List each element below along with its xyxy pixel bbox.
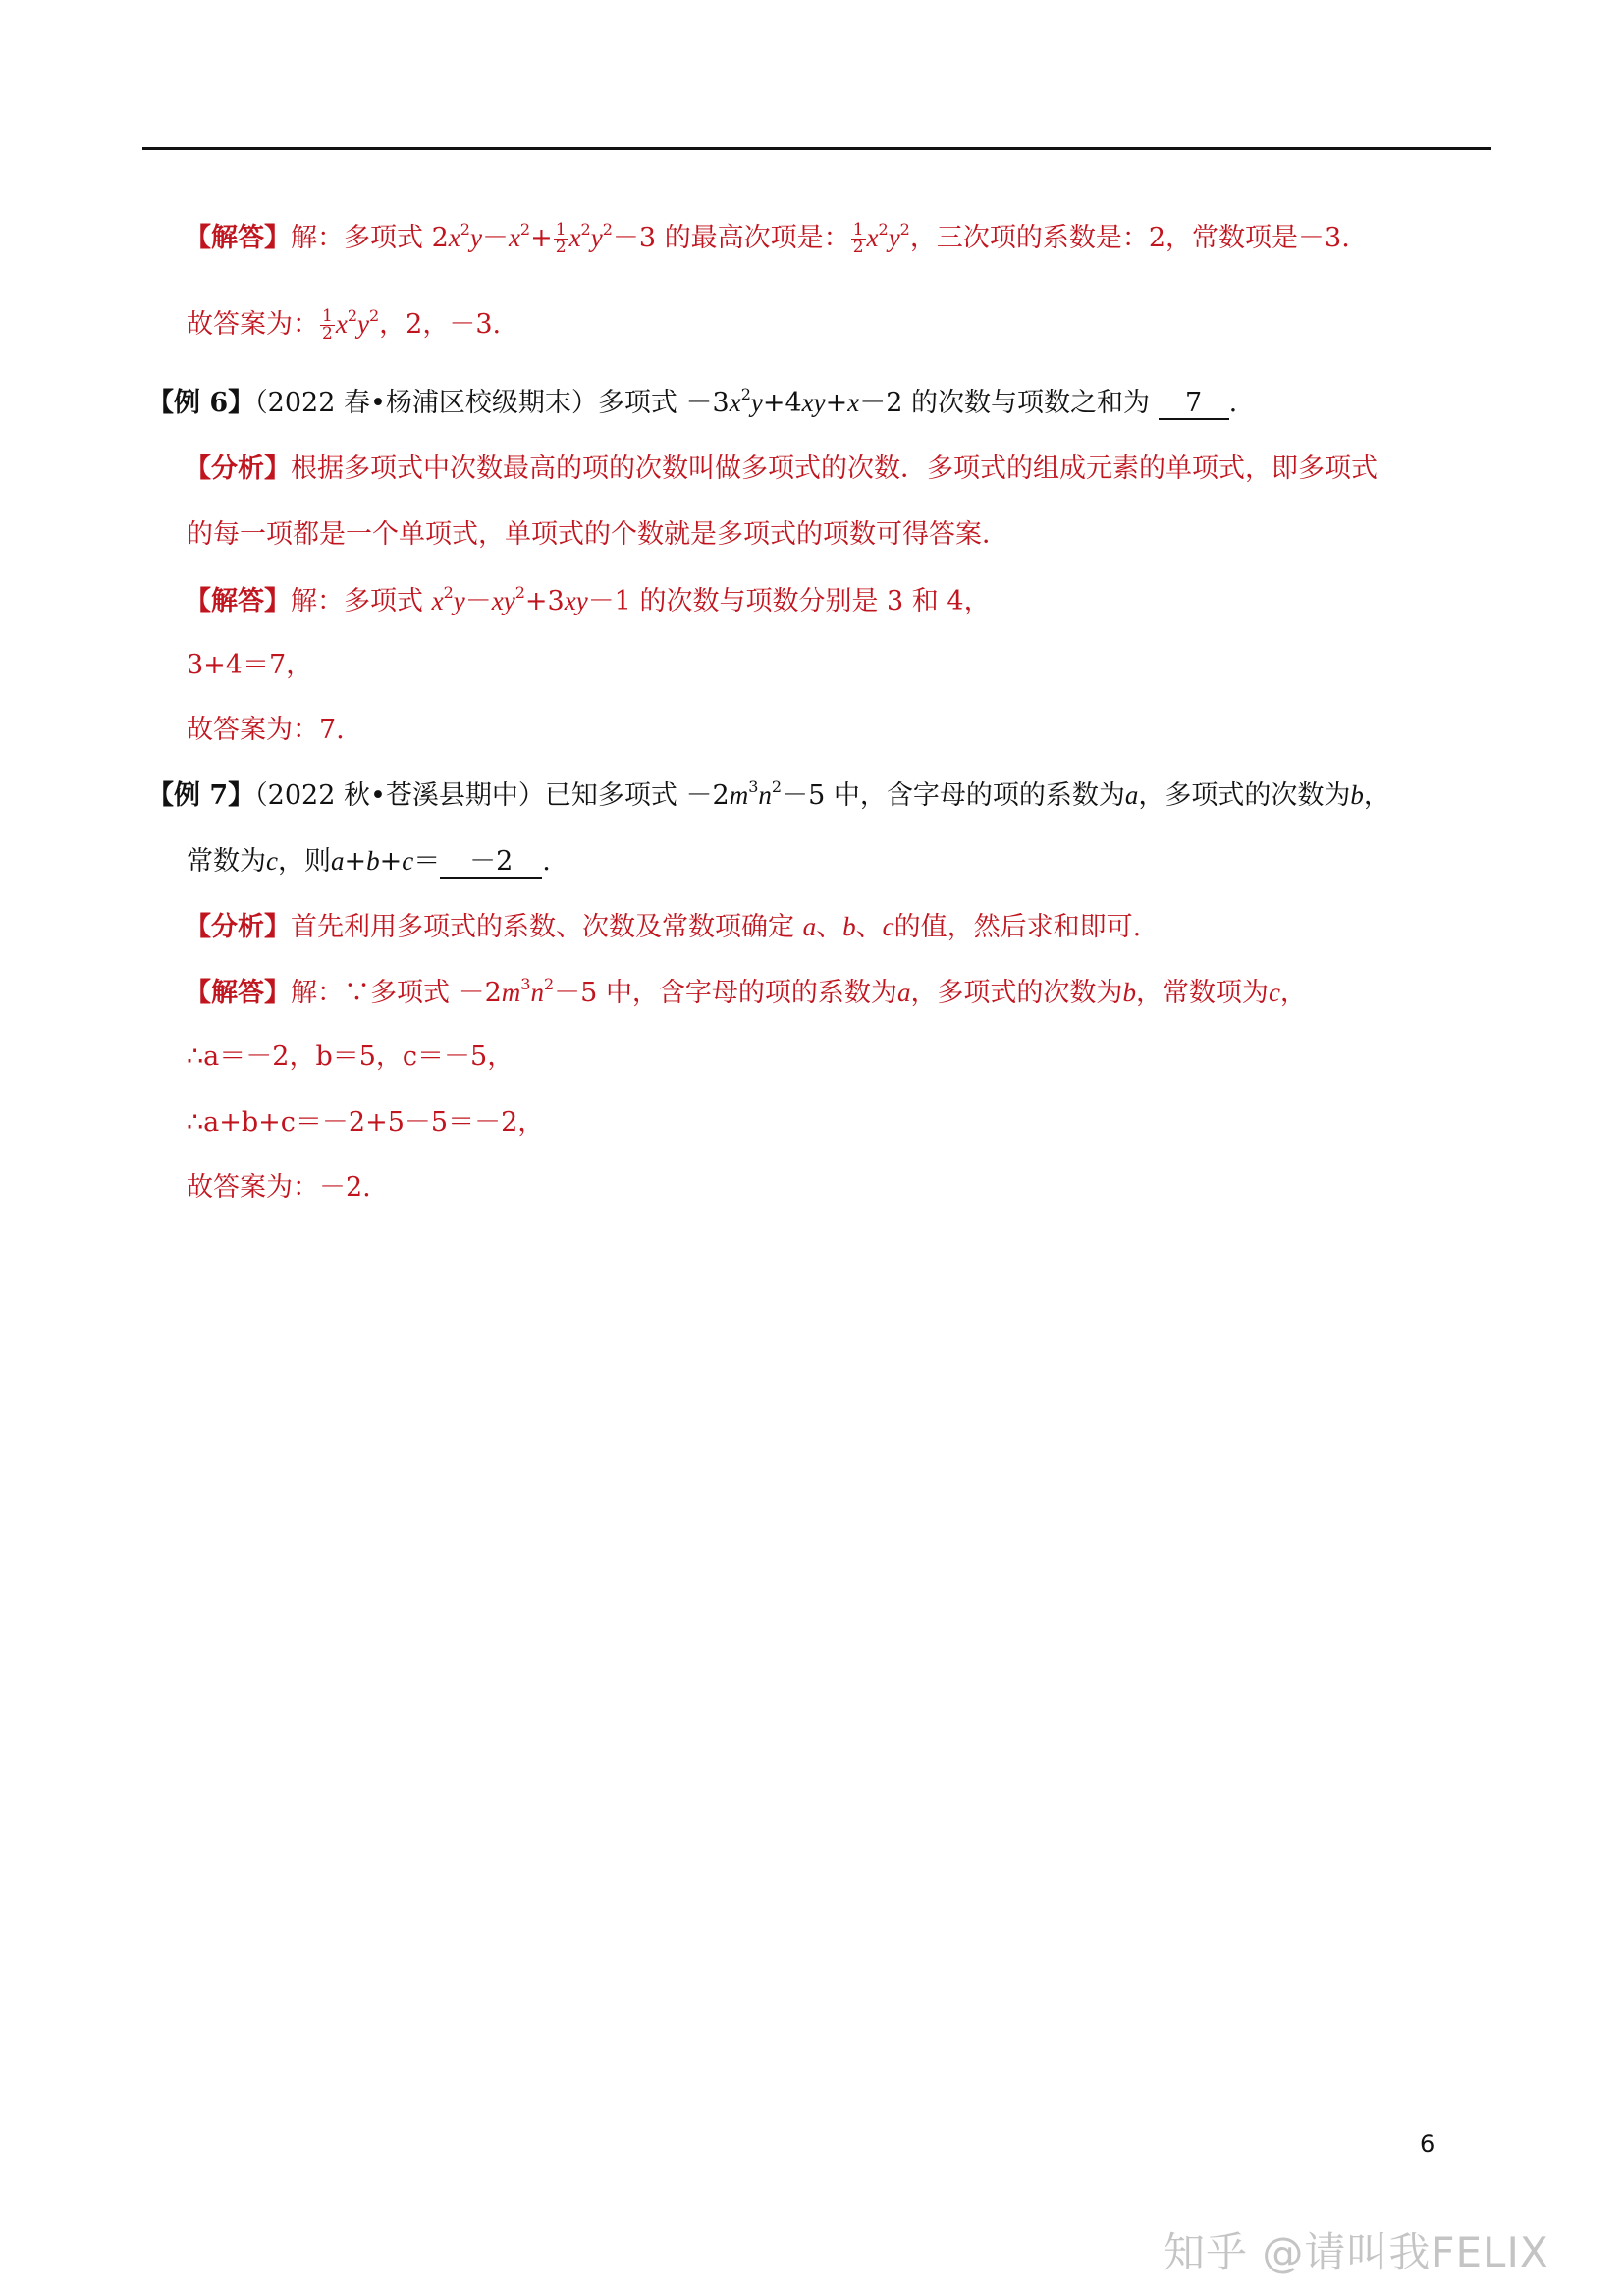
example-6-question (147, 383, 1237, 423)
example-7-answer-line: 【解答】解：∵多项式 $-2m^3n^2-5$ 中，含字母的项的系数为a，多项式的次数为b，常数项为c， (185, 975, 1307, 1008)
page-number: 6 (1420, 2130, 1435, 2158)
example-6-answer-line (185, 581, 991, 621)
example-7-step2: ∴a+b+c＝－2+5－5＝－2， (187, 1107, 545, 1138)
example-6-answer-blank: 7 (1159, 389, 1229, 420)
example-6-final: 故答案为：7. (187, 715, 345, 745)
answer-lead: 解：∵多项式 (291, 978, 450, 1008)
example-6-end: . (1228, 388, 1238, 418)
example-6-calc: 3+4＝7， (187, 650, 313, 680)
example-7-question-line2: 常数为c，则a+b+c＝ －2 . (187, 846, 551, 877)
answer-tag: 【解答】 (185, 978, 291, 1008)
answer-final-tail: ，2，－3. (379, 309, 502, 340)
example-7-line2-lead: 常数为 (187, 846, 266, 877)
answer-polynomial: $x^2y-xy^2+3xy-1$ (431, 583, 631, 616)
example-7-step1: ∴a＝－2，b＝5，c＝－5， (187, 1041, 514, 1072)
example-7-answer-blank: －2 (440, 847, 542, 879)
answer-mid2: ，多项式的次数为 (910, 978, 1123, 1008)
example-7-polynomial: $-2m^3n^2-5$ (685, 777, 826, 811)
example-6-analysis-line2 (187, 515, 1008, 555)
example-7-question-line1: 【例 7】（2022 秋•苍溪县期中）已知多项式 $-2m^3n^2-5$ 中，含字母的项的系数为a，多项式的次数为b， (147, 777, 1390, 811)
example-6-mid: 的次数与项数之和为 (911, 388, 1151, 418)
analysis-tag: 【分析】 (185, 912, 291, 942)
answer-tag: 【解答】 (185, 586, 291, 616)
analysis-text: 根据多项式中次数最高的项的次数叫做多项式的次数．多项式的组成元素的单项式，即多项式 (291, 454, 1378, 484)
example-6-polynomial: $-3x^2y+4xy+x-2$ (685, 385, 903, 418)
analysis-tag: 【分析】 (185, 454, 291, 484)
example-7-tag: 【例 7】 (147, 780, 255, 811)
example-7-end: . (542, 846, 551, 877)
example-7-mid: 中，含字母的项的系数为 (833, 780, 1125, 811)
example-6-analysis-line1 (185, 450, 1378, 489)
answer-mid3: ，常数项为 (1135, 978, 1269, 1008)
example-7-line2-mid: ，则 (277, 846, 331, 877)
example-7-final: 故答案为：－2. (187, 1172, 371, 1202)
answer-mid2: ，三次项的系数是：2，常数项是－3. (909, 223, 1350, 253)
example-7-analysis: 【分析】首先利用多项式的系数、次数及常数项确定 a、b、c的值，然后求和即可. (185, 912, 1142, 942)
answer-mid: 中，含字母的项的系数为 (605, 978, 897, 1008)
polynomial-expression: $2x^2y-x^2+$ $\frac{1}{2}$ $x^2y^2-3$ (431, 220, 657, 257)
answer-tail: 的次数与项数分别是 3 和 4， (639, 586, 991, 616)
example-6-tag: 【例 6】 (147, 388, 255, 418)
answer-line: 【解答】解：多项式 $2x^2y-x^2+$ $\frac{1}{2}$ $x^2y^2-3$ 的最高次项是： $\frac{1}{2}$ $x^2y^2$，三次项的系数是：2，常数项是－3. (185, 220, 1350, 257)
answer-polynomial: $-2m^3n^2-5$ (458, 975, 598, 1008)
answer-final-label: 故答案为： (187, 309, 319, 340)
example-6-source: （2022 春•杨浦区校级期末）多项式 (254, 388, 677, 418)
example-7-mid2: ，多项式的次数为 (1138, 780, 1351, 811)
analysis-text-2: 的值，然后求和即可. (893, 912, 1142, 942)
answer-mid: 的最高次项是： (664, 223, 850, 253)
analysis-text: 首先利用多项式的系数、次数及常数项确定 (291, 912, 794, 942)
answer-lead: 解：多项式 (291, 223, 423, 253)
answer-final-line: 故答案为： $\frac{1}{2}$ $x^2y^2$，2，－3. (187, 306, 502, 344)
example-7-source: （2022 秋•苍溪县期中）已知多项式 (254, 780, 677, 811)
header-rule (142, 147, 1491, 150)
answer-lead: 解：多项式 (291, 586, 423, 616)
analysis-text-2: 的每一项都是一个单项式，单项式的个数就是多项式的项数可得答案． (187, 519, 1008, 550)
answer-tag: 【解答】 (185, 223, 291, 253)
watermark: 知乎 @请叫我FELIX (1164, 2228, 1549, 2276)
